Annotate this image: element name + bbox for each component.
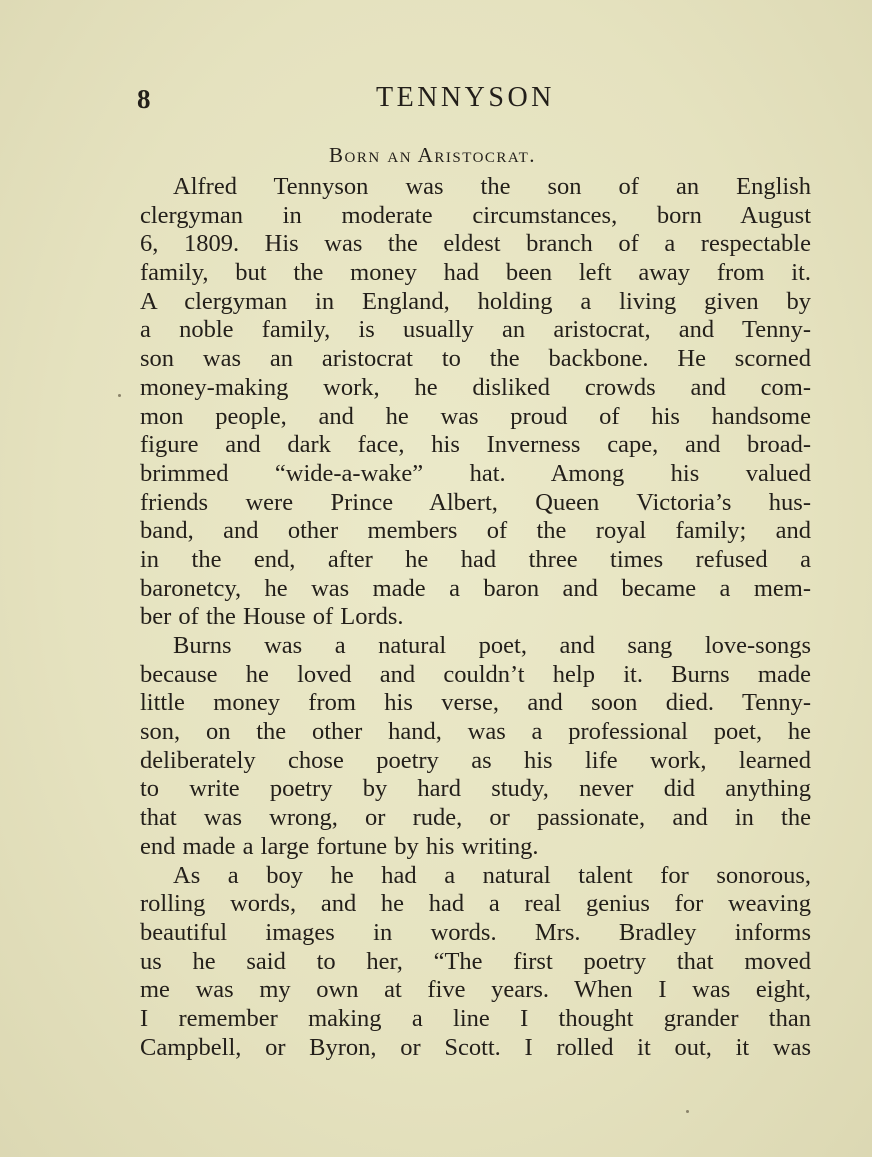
paragraph (140, 862, 811, 1063)
text-line: Burns was a natural poet, and sang love-songs (173, 632, 811, 659)
text-line: end made a large fortune by his writing. (140, 832, 539, 860)
body-text (140, 173, 811, 1062)
text-line: son, on the other hand, was a professional poet, he (140, 718, 811, 746)
text-line: baronetcy, he was made a baron and became a mem- (140, 574, 811, 602)
text-line: rolling words, and he had a real genius for weaving (140, 890, 811, 918)
text-line: ber of the House of Lords. (140, 603, 404, 631)
text-line: family, but the money had been left away from it. (140, 259, 811, 287)
text-line: us he said to her, “The first poetry that moved (140, 947, 811, 975)
text-line: A clergyman in England, holding a living given by (140, 287, 811, 315)
text-line: a noble family, is usually an aristocrat, and Tenny- (140, 316, 811, 344)
text-line: little money from his verse, and soon died. Tenny- (140, 689, 811, 717)
text-line: Alfred Tennyson was the son of an English (173, 173, 811, 200)
text-line: to write poetry by hard study, never did anything (140, 775, 811, 803)
text-line: mon people, and he was proud of his handsome (140, 402, 811, 430)
text-line: son was an aristocrat to the backbone. He scorned (140, 345, 811, 373)
running-title: TENNYSON (376, 82, 555, 113)
text-line: that was wrong, or rude, or passionate, and in the (140, 804, 811, 832)
text-line: 6, 1809. His was the eldest branch of a respectable (140, 230, 811, 258)
text-line: I remember making a line I thought grander than (140, 1004, 811, 1032)
text-line: brimmed “wide-a-wake” hat. Among his valued (140, 459, 811, 487)
text-line: money-making work, he disliked crowds and com- (140, 373, 811, 401)
scan-speck (118, 394, 121, 397)
scan-speck (686, 1110, 689, 1113)
text-line: me was my own at five years. When I was eight, (140, 976, 811, 1004)
text-line: figure and dark face, his Inverness cape, and broad- (140, 431, 811, 459)
text-line: Campbell, or Byron, or Scott. I rolled it out, it was (140, 1033, 811, 1061)
text-line: As a boy he had a natural talent for sonorous, (173, 861, 811, 889)
text-line: in the end, after he had three times refused a (140, 545, 811, 573)
text-line: clergyman in moderate circumstances, born August (140, 201, 811, 229)
text-line: deliberately chose poetry as his life work, learned (140, 746, 811, 774)
text-line: band, and other members of the royal family; and (140, 517, 811, 545)
text-line: beautiful images in words. Mrs. Bradley informs (140, 918, 811, 946)
page-number: 8 (137, 84, 151, 114)
text-line: friends were Prince Albert, Queen Victoria’s hus- (140, 488, 811, 516)
paragraph (140, 632, 811, 862)
paragraph (140, 173, 811, 632)
text-line: because he loved and couldn’t help it. Burns made (140, 660, 811, 688)
section-title: Born an Aristocrat. (329, 143, 537, 167)
